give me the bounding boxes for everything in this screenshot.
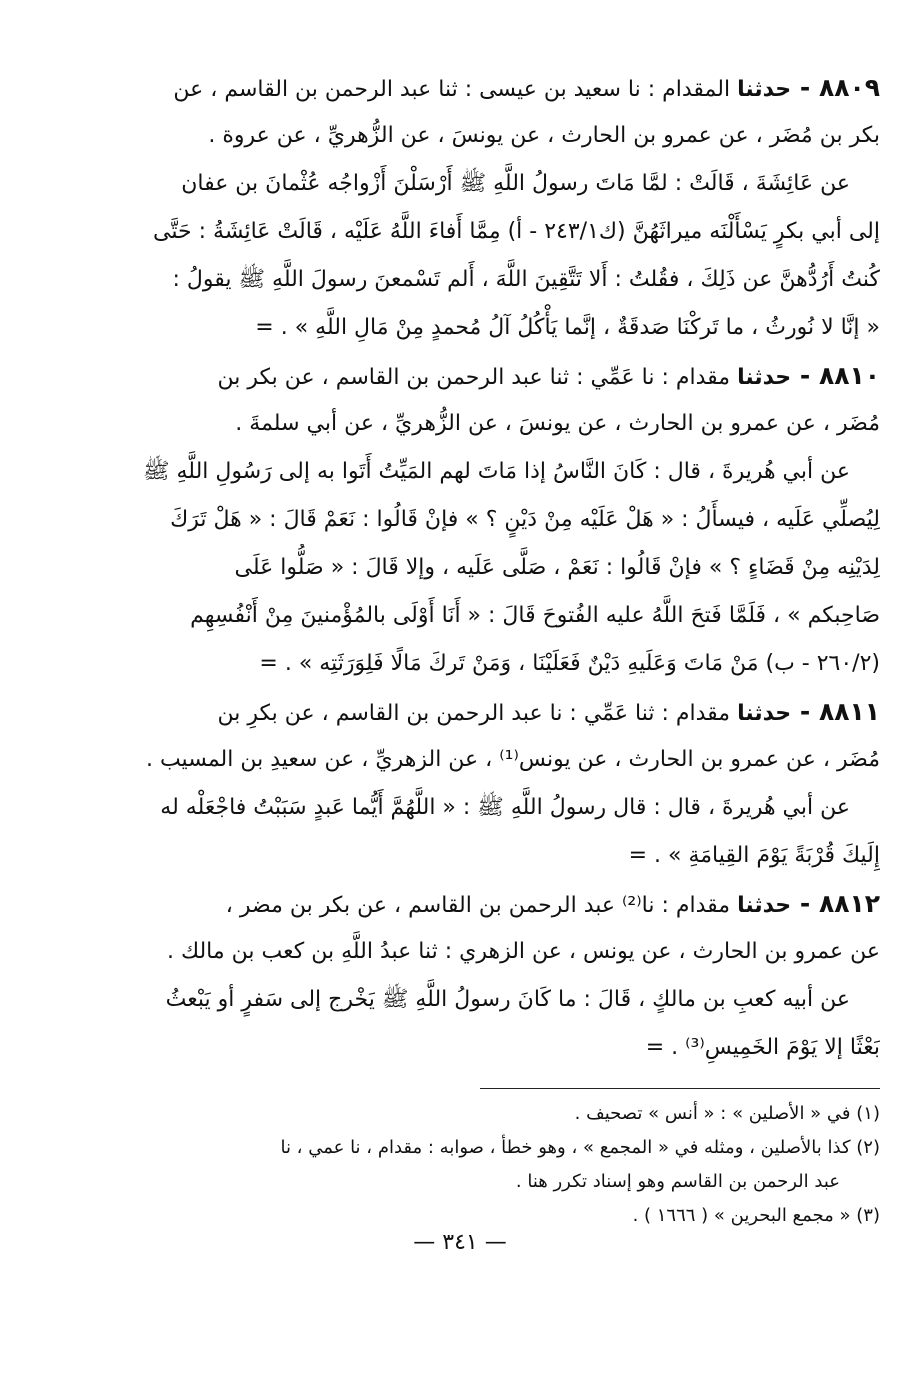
entry-line: إلى أبي بكرٍ يَسْأَلْنَه ميراثَهُنَّ (ك٢٤٣/١ - أ) مِمَّا أَفاءَ اللَّهُ عَلَيْه ، قَالَتْ عَائِشَةُ : حَتَّى (153, 219, 880, 244)
footnote-marker: (٢) (856, 1137, 880, 1158)
entry-text: مقدام : نا عَمِّي : ثنا عبد الرحمن بن القاسم ، عن بكر بن (217, 365, 731, 390)
narration-keyword: حدثنا (737, 365, 792, 390)
hadith-number: ٨٨١٢ (818, 889, 880, 918)
entry-line: مُضَر ، عن عمرو بن الحارث ، عن يونسَ ، عن الزُّهريِّ ، عن أبي سلمةَ . (235, 411, 880, 436)
entry-text: مقدام : نا⁽²⁾ عبد الرحمن بن القاسم ، عن بكر بن مضر ، (225, 893, 731, 918)
footnote-3 (60, 1199, 880, 1233)
footnote-separator (480, 1088, 880, 1089)
entry-text: مقدام : ثنا عَمِّي : نا عبد الرحمن بن القاسم ، عن بكرِ بن (217, 701, 731, 726)
narration-keyword: حدثنا (737, 701, 792, 726)
entry-line: « إنَّا لا نُورثُ ، ما تَركْنَا صَدقَةٌ ، إنَّما يَأْكُلُ آلُ مُحمدٍ مِنْ مَالِ اللَّهِ » . = (255, 315, 880, 340)
hadith-number: ٨٨١١ (818, 697, 880, 726)
footnote-marker: (٣) (856, 1205, 880, 1226)
hadith-number: ٨٨٠٩ (818, 73, 880, 102)
entry-line: عن أبيه كعبِ بن مالكٍ ، قَالَ : ما كَانَ رسولُ اللَّهِ ﷺ يَخْرج إلى سَفرٍ أو يَبْعثُ (165, 987, 850, 1012)
entry-line: صَاحِبكم » ، فَلَمَّا فَتحَ اللَّهُ عليه الفُتوحَ قَالَ : « أَنَا أَوْلَى بالمُؤْمنينَ مِنْ أَنْفُسِهِم (190, 603, 880, 628)
entry-line: ٨٨١١ - حدثنا مقدام : ثنا عَمِّي : نا عبد الرحمن بن القاسم ، عن بكرِ بن (217, 697, 880, 726)
entry-line: بَعْثًا إلا يَوْمَ الخَمِيسِ⁽³⁾ . = (645, 1035, 880, 1060)
footnote-marker: (١) (856, 1103, 880, 1124)
entry-line: لِيُصلِّي عَلَيه ، فيسأَلُ : « هَلْ عَلَيْه مِنْ دَيْنٍ ؟ » فإنْ قَالُوا : نَعَمْ قَالَ : « هَلْ تَرَكَ (170, 507, 880, 532)
footnote-2 (60, 1131, 880, 1165)
footnote-2-continued: عبد الرحمن بن القاسم وهو إسناد تكرر هنا . (515, 1171, 840, 1192)
hadith-entry-8811 (60, 688, 880, 880)
hadith-entry-8810 (60, 352, 880, 688)
entry-line: عن أبي هُريرةَ ، قال : كَانَ النَّاسُ إذا مَاتَ لهم المَيِّتُ أَتَوا به إلى رَسُولِ اللَّهِ ﷺ (142, 459, 850, 484)
entry-line: مُضَر ، عن عمرو بن الحارث ، عن يونس⁽¹⁾ ، عن الزهريِّ ، عن سعيدِ بن المسيب . (145, 747, 880, 772)
footnote-text: كذا بالأصلين ، ومثله في « المجمع » ، وهو خطأ ، صوابه : مقدام ، نا عمي ، نا (280, 1137, 851, 1158)
entry-line: ٨٨١٢ - حدثنا مقدام : نا⁽²⁾ عبد الرحمن بن القاسم ، عن بكر بن مضر ، (225, 889, 880, 918)
entry-line: (٢٦٠/٢ - ب) مَنْ مَاتَ وَعَلَيهِ دَيْنٌ فَعَلَيْنَا ، وَمَنْ تَركَ مَالًا فَلِوَرَثَتِه » . = (259, 651, 880, 676)
entry-line: عن أبي هُريرةَ ، قال : قال رسولُ اللَّهِ ﷺ : « اللَّهُمَّ أَيُّما عَبدٍ سَبَبْتُ فاجْعَلْه له (160, 795, 850, 820)
entry-text: المقدام : نا سعيد بن عيسى : ثنا عبد الرحمن بن القاسم ، عن (173, 77, 731, 102)
page-number: — ٣٤١ — (413, 1230, 507, 1255)
entry-line: ٨٨١٠ - حدثنا مقدام : نا عَمِّي : ثنا عبد الرحمن بن القاسم ، عن بكر بن (217, 361, 880, 390)
page-body (60, 64, 880, 1344)
footnotes (60, 1097, 880, 1233)
entry-line: لِدَيْنِه مِنْ قَضَاءٍ ؟ » فإنْ قَالُوا : نَعَمْ ، صَلَّى عَلَيه ، وإلا قَالَ : « صَلُّوا عَلَى (234, 555, 880, 580)
footnote-1 (60, 1097, 880, 1131)
hadith-number: ٨٨١٠ (818, 361, 880, 390)
narration-keyword: حدثنا (737, 893, 792, 918)
entry-line: عن عَائِشَةَ ، قَالَتْ : لمَّا مَاتَ رسولُ اللَّهِ ﷺ أَرْسَلْنَ أَزْواجُه عُثْمانَ بن عفان (181, 171, 850, 196)
entry-line: إِلَيكَ قُرْبَةً يَوْمَ القِيامَةِ » . = (628, 843, 880, 868)
hadith-entry-8809 (60, 64, 880, 352)
hadith-entry-8812 (60, 880, 880, 1072)
entry-line: ٨٨٠٩ - حدثنا المقدام : نا سعيد بن عيسى : ثنا عبد الرحمن بن القاسم ، عن (173, 73, 880, 102)
footnote-text: « مجمع البحرين » ( ١٦٦٦ ) . (632, 1205, 851, 1226)
narration-keyword: حدثنا (737, 77, 792, 102)
footnote-text: في « الأصلين » : « أنس » تصحيف . (574, 1103, 851, 1124)
entry-line: كُنتُ أَرُدُّهنَّ عن ذَلِكَ ، فقُلتُ : أَلا تَتَّقِينَ اللَّهَ ، أَلم تَسْمعنَ رسولَ اللَّهِ ﷺ يقولُ : (172, 267, 880, 292)
entry-line: عن عمرو بن الحارث ، عن يونس ، عن الزهري : ثنا عبدُ اللَّهِ بن كعب بن مالك . (166, 939, 880, 964)
entry-line: بكر بن مُضَر ، عن عمرو بن الحارث ، عن يونسَ ، عن الزُّهريِّ ، عن عروة . (208, 123, 880, 148)
